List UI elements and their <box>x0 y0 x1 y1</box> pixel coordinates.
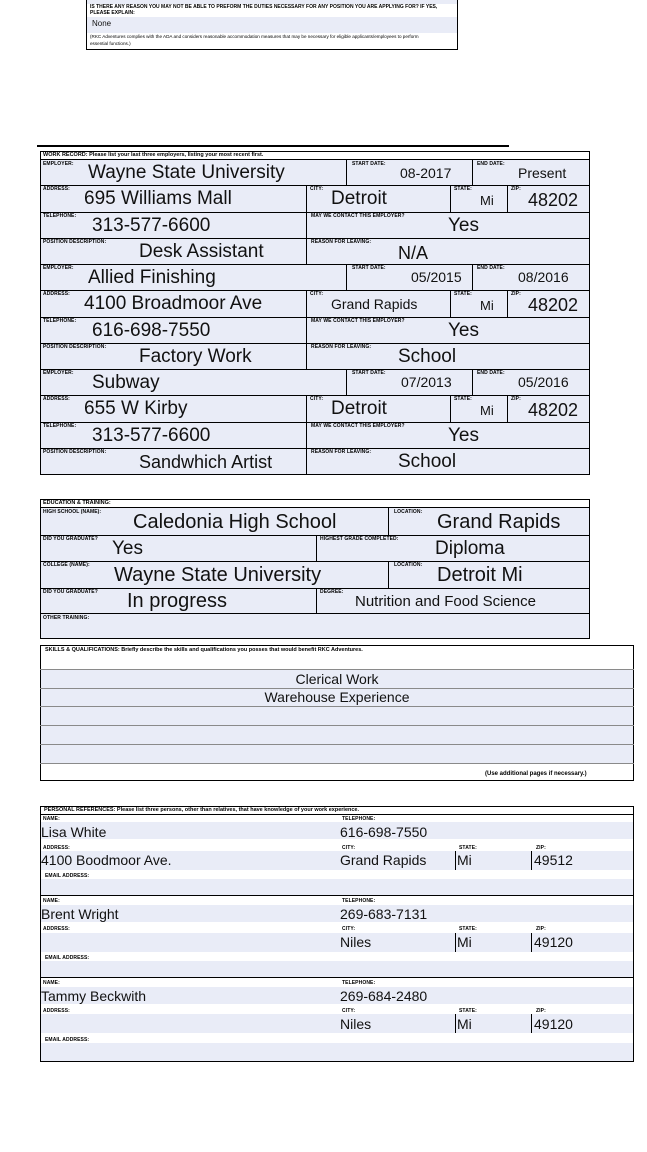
reference-1-zip[interactable]: 49512 <box>534 852 573 868</box>
start-date-label: START DATE: <box>352 161 386 167</box>
city-label: CITY: <box>310 186 324 192</box>
telephone-label: TELEPHONE: <box>43 423 77 429</box>
reason-label: REASON FOR LEAVING: <box>311 344 372 350</box>
address-label: ADDRESS: <box>43 291 70 297</box>
reference-2-zip[interactable]: 49120 <box>534 934 573 950</box>
zip-label: ZIP: <box>511 291 521 297</box>
state-label: STATE: <box>459 926 477 932</box>
employer-2-name[interactable]: Allied Finishing <box>88 267 216 288</box>
references-header: PERSONAL REFERENCES: Please list three persons, other than relatives, that have knowledge of your work experience. <box>44 807 360 813</box>
position-label: POSITION DESCRIPTION: <box>43 239 107 245</box>
end-date-label: END DATE: <box>477 161 505 167</box>
high-school-location[interactable]: Grand Rapids <box>437 511 561 533</box>
end-date-label: END DATE: <box>477 370 505 376</box>
address-label: ADDRESS: <box>43 396 70 402</box>
employer-2-end[interactable]: 08/2016 <box>518 269 569 285</box>
college-name[interactable]: Wayne State University <box>114 564 322 586</box>
high-school-graduate[interactable]: Yes <box>112 538 143 559</box>
reference-2-telephone[interactable]: 269-683-7131 <box>340 906 428 922</box>
name-label: NAME: <box>43 898 60 904</box>
zip-label: ZIP: <box>536 1008 546 1014</box>
telephone-label: TELEPHONE: <box>342 980 376 986</box>
employer-2-reason[interactable]: School <box>398 346 457 367</box>
zip-label: ZIP: <box>511 396 521 402</box>
reference-2-name[interactable]: Brent Wright <box>41 906 119 922</box>
reference-1-name[interactable]: Lisa White <box>41 824 107 840</box>
employer-3-address[interactable]: 655 W Kirby <box>84 398 188 419</box>
employer-3-start[interactable]: 07/2013 <box>401 374 452 390</box>
employer-2-contact[interactable]: Yes <box>448 320 479 341</box>
city-label: CITY: <box>310 291 324 297</box>
highest-grade[interactable]: Diploma <box>435 538 505 559</box>
city-label: CITY: <box>342 926 356 932</box>
employer-2-state[interactable]: Mi <box>480 298 494 313</box>
ada-answer-field[interactable] <box>87 17 457 33</box>
skills-footnote: (Use additional pages if necessary.) <box>485 771 587 777</box>
skill-line-2[interactable]: Warehouse Experience <box>264 689 410 705</box>
telephone-label: TELEPHONE: <box>43 213 77 219</box>
degree-label: DEGREE: <box>320 589 344 595</box>
employer-3-telephone[interactable]: 313-577-6600 <box>92 425 211 446</box>
may-contact-label: MAY WE CONTACT THIS EMPLOYER? <box>311 213 405 219</box>
end-date-label: END DATE: <box>477 265 505 271</box>
employer-1-telephone[interactable]: 313-577-6600 <box>92 215 211 236</box>
ada-answer: None <box>92 19 112 28</box>
employer-3-reason[interactable]: School <box>398 451 457 472</box>
skill-line-1[interactable]: Clerical Work <box>295 671 379 687</box>
employer-1-address[interactable]: 695 Williams Mall <box>84 188 232 209</box>
college-location[interactable]: Detroit Mi <box>437 564 523 586</box>
address-label: ADDRESS: <box>43 845 70 851</box>
state-label: STATE: <box>454 291 472 297</box>
high-school-label: HIGH SCHOOL (NAME): <box>43 509 102 515</box>
degree[interactable]: Nutrition and Food Science <box>355 593 536 610</box>
position-label: POSITION DESCRIPTION: <box>43 344 107 350</box>
employer-3-end[interactable]: 05/2016 <box>518 374 569 390</box>
work-record-header: WORK RECORD: Please list your last three employers, listing your most recent first. <box>43 152 264 158</box>
address-label: ADDRESS: <box>43 186 70 192</box>
education-header: EDUCATION & TRAINING: <box>43 500 111 506</box>
employer-1-start[interactable]: 08-2017 <box>400 165 452 181</box>
employer-2-start[interactable]: 05/2015 <box>411 269 462 285</box>
employer-label: EMPLOYER: <box>43 265 74 271</box>
employer-3-contact[interactable]: Yes <box>448 425 479 446</box>
email-label: EMAIL ADDRESS: <box>45 873 90 879</box>
college-graduate[interactable]: In progress <box>127 590 228 612</box>
employer-1-name[interactable]: Wayne State University <box>88 162 285 183</box>
employer-2-zip[interactable]: 48202 <box>528 295 579 315</box>
state-label: STATE: <box>459 1008 477 1014</box>
employer-3-zip[interactable]: 48202 <box>528 400 579 420</box>
name-label: NAME: <box>43 816 60 822</box>
reference-3-city[interactable]: Niles <box>340 1016 372 1032</box>
position-label: POSITION DESCRIPTION: <box>43 449 107 455</box>
section-divider <box>37 145 509 147</box>
employer-1-contact[interactable]: Yes <box>448 215 479 236</box>
state-label: STATE: <box>459 845 477 851</box>
may-contact-label: MAY WE CONTACT THIS EMPLOYER? <box>311 423 405 429</box>
location-label: LOCATION: <box>394 509 423 515</box>
reference-1-address[interactable]: 4100 Boodmoor Ave. <box>41 852 172 868</box>
telephone-label: TELEPHONE: <box>342 816 376 822</box>
employer-2-city[interactable]: Grand Rapids <box>331 296 418 312</box>
employer-label: EMPLOYER: <box>43 161 74 167</box>
employer-1-state[interactable]: Mi <box>480 193 494 208</box>
location-label: LOCATION: <box>394 562 423 568</box>
may-contact-label: MAY WE CONTACT THIS EMPLOYER? <box>311 318 405 324</box>
college-label: COLLEGE (NAME): <box>43 562 90 568</box>
city-label: CITY: <box>342 845 356 851</box>
reference-3-state[interactable]: Mi <box>457 1016 472 1032</box>
other-training-label: OTHER TRAINING: <box>43 615 90 621</box>
employer-3-city[interactable]: Detroit <box>331 398 387 419</box>
telephone-label: TELEPHONE: <box>43 318 77 324</box>
state-label: STATE: <box>454 396 472 402</box>
start-date-label: START DATE: <box>352 370 386 376</box>
reason-label: REASON FOR LEAVING: <box>311 239 372 245</box>
employer-3-name[interactable]: Subway <box>92 372 160 393</box>
reference-3-zip[interactable]: 49120 <box>534 1016 573 1032</box>
employer-1-position[interactable]: Desk Assistant <box>139 241 264 262</box>
reference-3-name[interactable]: Tammy Beckwith <box>41 988 147 1004</box>
employer-2-telephone[interactable]: 616-698-7550 <box>92 320 211 341</box>
reference-1-telephone[interactable]: 616-698-7550 <box>340 824 428 840</box>
high-school-name[interactable]: Caledonia High School <box>133 511 337 533</box>
email-label: EMAIL ADDRESS: <box>45 1037 90 1043</box>
employer-label: EMPLOYER: <box>43 370 74 376</box>
reference-2-city[interactable]: Niles <box>340 934 372 950</box>
address-label: ADDRESS: <box>43 926 70 932</box>
state-label: STATE: <box>454 186 472 192</box>
reason-label: REASON FOR LEAVING: <box>311 449 372 455</box>
address-label: ADDRESS: <box>43 1008 70 1014</box>
reference-2-state[interactable]: Mi <box>457 934 472 950</box>
employer-2-position[interactable]: Factory Work <box>139 346 252 367</box>
reference-1-city[interactable]: Grand Rapids <box>340 852 427 868</box>
name-label: NAME: <box>43 980 60 986</box>
employer-3-position[interactable]: Sandwhich Artist <box>139 452 273 472</box>
telephone-label: TELEPHONE: <box>342 898 376 904</box>
employer-1-city[interactable]: Detroit <box>331 188 387 209</box>
email-label: EMAIL ADDRESS: <box>45 955 90 961</box>
zip-label: ZIP: <box>536 926 546 932</box>
ada-question: IS THERE ANY REASON YOU MAY NOT BE ABLE TO PREFORM THE DUTIES NECESSARY FOR ANY POSITION YOU ARE APPLYING FOR? IF YES, PLEASE EXPLAIN: <box>90 4 438 16</box>
employer-3-state[interactable]: Mi <box>480 403 494 418</box>
reference-3-telephone[interactable]: 269-684-2480 <box>340 988 428 1004</box>
highest-grade-label: HIGHEST GRADE COMPLETED: <box>320 536 399 542</box>
reference-1-state[interactable]: Mi <box>457 852 472 868</box>
employer-1-end[interactable]: Present <box>518 165 567 181</box>
did-graduate-label: DID YOU GRADUATE? <box>43 589 98 595</box>
ada-note: (RKC Adventures complies with the ADA and considers reasonable accommodation measures that may be necessary for eligible applicants/employees to perform essential functions.) <box>90 34 419 46</box>
zip-label: ZIP: <box>536 845 546 851</box>
city-label: CITY: <box>310 396 324 402</box>
skills-header: SKILLS & QUALIFICATIONS: Briefly describe the skills and qualifications you posses that would benefit RKC Adventures. <box>45 647 363 653</box>
did-graduate-label: DID YOU GRADUATE? <box>43 536 98 542</box>
employer-1-reason[interactable]: N/A <box>398 243 429 263</box>
employer-2-address[interactable]: 4100 Broadmoor Ave <box>84 293 263 314</box>
start-date-label: START DATE: <box>352 265 386 271</box>
city-label: CITY: <box>342 1008 356 1014</box>
zip-label: ZIP: <box>511 186 521 192</box>
employer-1-zip[interactable]: 48202 <box>528 190 579 210</box>
